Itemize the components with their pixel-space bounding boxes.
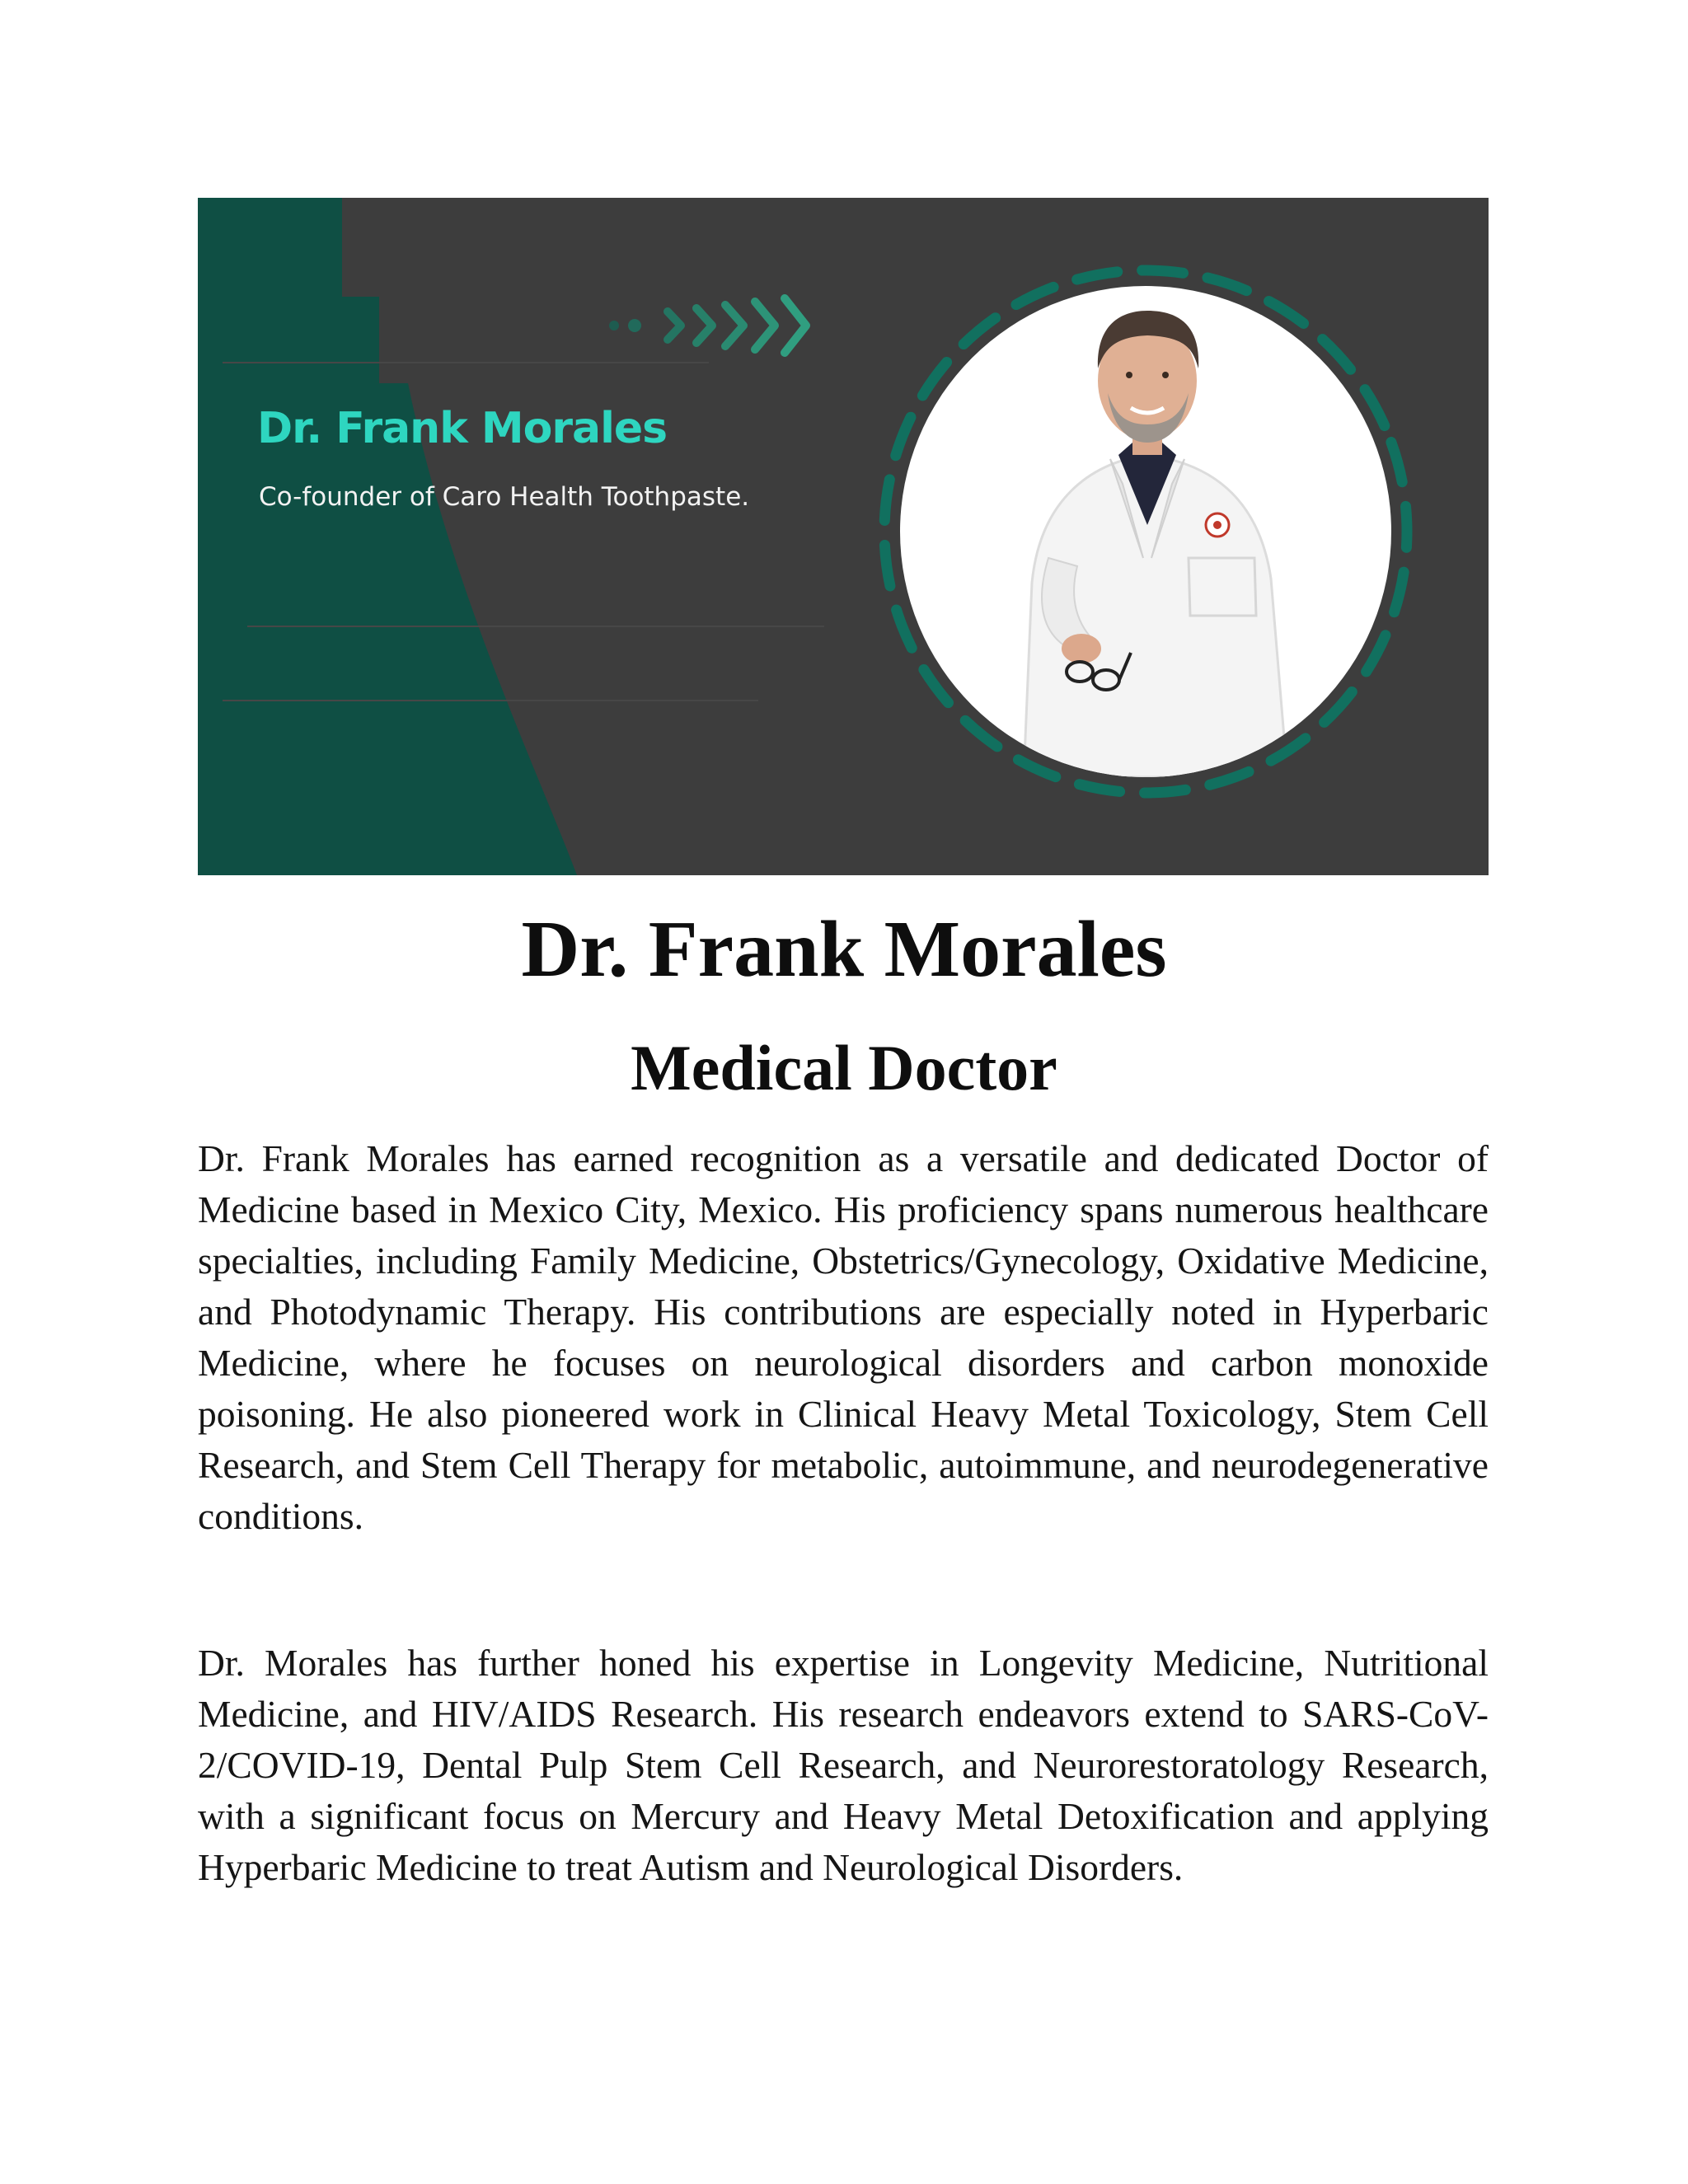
green-panel-shape <box>198 198 577 875</box>
page-title: Dr. Frank Morales <box>521 905 1167 994</box>
chevron-arrows-icon <box>609 298 806 353</box>
page-subtitle: Medical Doctor <box>631 1032 1057 1104</box>
doctor-portrait-illustration <box>900 286 1391 777</box>
bio-paragraph-2: Dr. Morales has further honed his expertise in Longevity Medicine, Nutritional Medicine, and HIV/AIDS Research. His research endeavors extend to SARS-CoV-2/COVID-19, Dental Pulp Stem Cell Research, and Neurorestoratology Research, with a significant focus on Mercury and Heavy Metal Detoxification and applying Hyperbaric Medicine to treat Autism and Neurological Disorders. <box>198 1642 1489 1888</box>
profile-banner <box>198 198 1489 875</box>
banner-tagline: Co-founder of Caro Health Toothpaste. <box>259 482 750 512</box>
bio-paragraph-1: Dr. Frank Morales has earned recognition as a versatile and dedicated Doctor of Medicine based in Mexico City, Mexico. His proficiency spans numerous healthcare specialties, including Family Medicine, Obstetrics/Gynecology, Oxidative Medicine, and Photodynamic Therapy. His contributions are especially noted in Hyperbaric Medicine, where he focuses on neurological disorders and carbon monoxide poisoning. He also pioneered work in Clinical Heavy Metal Toxicology, Stem Cell Research, and Stem Cell Therapy for metabolic, autoimmune, and neurodegenerative conditions. <box>198 1137 1489 1537</box>
banner-name: Dr. Frank Morales <box>257 404 668 453</box>
doctor-photo <box>900 286 1391 777</box>
